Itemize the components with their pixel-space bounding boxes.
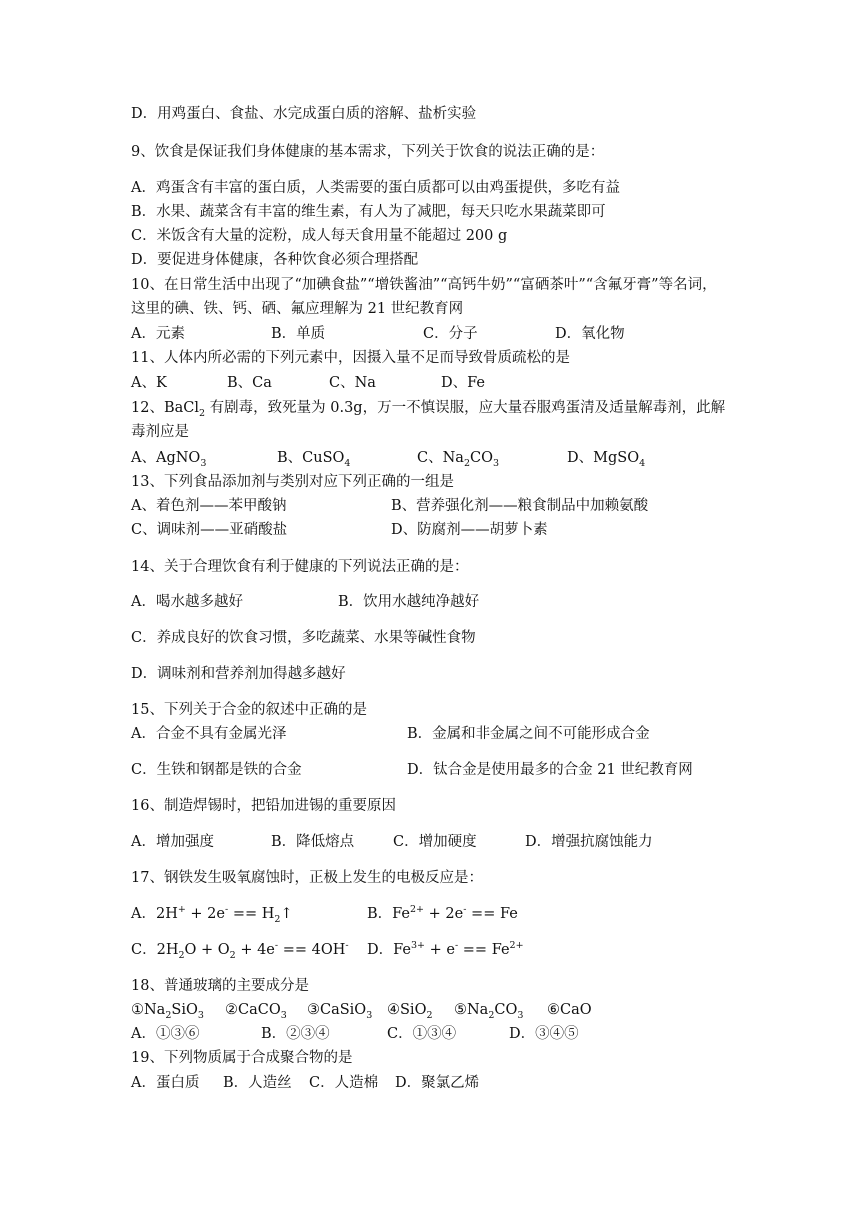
- q13-options-row2: [131, 520, 751, 540]
- q16-options: [131, 832, 751, 852]
- q17-option-a: A．$2H^+ + 2e^- == H_2↑$: [131, 904, 293, 925]
- q14-option-c: C．养成良好的饮食习惯，多吃蔬菜、水果等碱性食物: [131, 630, 476, 646]
- q12-options: [131, 448, 751, 468]
- q9-option-b: B．水果、蔬菜含有丰富的维生素，有人为了减肥，每天只吃水果蔬菜即可: [131, 204, 606, 220]
- q11-option-b: B、Ca: [227, 375, 272, 391]
- q9-stem: 9、饮食是保证我们身体健康的基本需求，下列关于饮食的说法正确的是：: [131, 144, 605, 160]
- q10-option-c: C．分子: [423, 326, 478, 342]
- q14-options-row1: [131, 592, 751, 612]
- q18-item-6: ⑥CaO: [547, 1002, 592, 1018]
- q12-option-a: A、AgNO$_3$: [131, 450, 207, 469]
- q13-option-d: D、防腐剂——胡萝卜素: [391, 522, 548, 538]
- q18-option-d: D．③④⑤: [509, 1026, 579, 1042]
- q19-stem: 19、下列物质属于合成聚合物的是: [131, 1050, 353, 1066]
- q14-option-a: A．喝水越多越好: [131, 594, 243, 610]
- q19-option-a: A．蛋白质: [131, 1075, 200, 1091]
- q10-options: [131, 324, 751, 344]
- q18-item-1: $①Na_2SiO_3$: [131, 1002, 204, 1021]
- q18-item-2: ②CaCO$_3$: [225, 1002, 287, 1021]
- q18-item-3: ③CaSiO$_3$: [307, 1002, 373, 1021]
- q12-option-d: D、MgSO$_4$: [567, 450, 646, 469]
- q13-options-row1: [131, 496, 751, 516]
- q18-option-a: A．①③⑥: [131, 1026, 200, 1042]
- q16-option-c: C．增加硬度: [393, 834, 477, 850]
- q16-option-b: B．降低熔点: [271, 834, 355, 850]
- q15-option-d: D．钛合金是使用最多的合金 21 世纪教育网: [407, 762, 693, 778]
- q11-option-d: D、Fe: [441, 375, 485, 391]
- q15-option-c: C．生铁和钢都是铁的合金: [131, 762, 302, 778]
- q15-options-row1: [131, 724, 751, 744]
- q17-option-b: B．$Fe^{2+} + 2e^- == Fe$: [367, 904, 518, 922]
- q16-option-a: A．增加强度: [131, 834, 214, 850]
- q19-option-b: B．人造丝: [223, 1075, 292, 1091]
- q10-stem-line2: 这里的碘、铁、钙、硒、氟应理解为 21 世纪教育网: [131, 301, 464, 317]
- q18-stem: 18、普通玻璃的主要成分是: [131, 978, 309, 994]
- q13-stem: 13、下列食品添加剂与类别对应下列正确的一组是: [131, 474, 454, 490]
- q9-option-a: A．鸡蛋含有丰富的蛋白质，人类需要的蛋白质都可以由鸡蛋提供，多吃有益: [131, 180, 620, 196]
- q10-option-b: B．单质: [271, 326, 326, 342]
- q19-options: [131, 1073, 751, 1093]
- q13-option-c: C、调味剂——亚硝酸盐: [131, 522, 288, 538]
- q18-options: [131, 1024, 751, 1044]
- q19-option-d: D．聚氯乙烯: [395, 1075, 480, 1091]
- q10-option-d: D．氧化物: [555, 326, 625, 342]
- q9-option-d: D．要促进身体健康，各种饮食必须合理搭配: [131, 252, 419, 268]
- q18-item-4: ④SiO$_2$: [387, 1002, 433, 1021]
- q14-option-d: D．调味剂和营养剂加得越多越好: [131, 666, 346, 682]
- q11-option-c: C、Na: [329, 375, 376, 391]
- q18-option-c: C．①③④: [387, 1026, 457, 1042]
- q12-option-c: C、$Na_2CO_3$: [417, 450, 500, 469]
- q18-items: [131, 1000, 751, 1020]
- q17-option-c: C．$2H_2O + O_2 + 4e^- == 4OH^-$: [131, 940, 349, 961]
- q15-option-a: A．合金不具有金属光泽: [131, 726, 287, 742]
- q17-option-d: D．$Fe^{3+} + e^- == Fe^{2+}$: [367, 940, 524, 958]
- q18-option-b: B．②③④: [261, 1026, 330, 1042]
- q14-option-b: B．饮用水越纯净越好: [338, 594, 480, 610]
- q10-stem-line1: 10、在日常生活中出现了“加碘食盐”“增铁酱油”“高钙牛奶”“富硒茶叶”“含氟牙膏”等名词，: [131, 277, 717, 293]
- q17-stem: 17、钢铁发生吸氧腐蚀时，正极上发生的电极反应是：: [131, 870, 483, 886]
- q16-option-d: D．增强抗腐蚀能力: [525, 834, 653, 850]
- q15-stem: 15、下列关于合金的叙述中正确的是: [131, 702, 367, 718]
- q11-options: [131, 373, 751, 393]
- q12-stem-line2: 毒剂应是: [131, 424, 189, 440]
- q12-option-b: B、CuSO$_4$: [277, 450, 351, 469]
- q12-stem-line1: 12、BaCl$_2$ 有剧毒，致死量为 0.3g，万一不慎误服，应大量吞服鸡蛋清及适量解毒剂，此解: [131, 400, 726, 419]
- q13-option-b: B、营养强化剂——粮食制品中加赖氨酸: [391, 498, 649, 514]
- q14-stem: 14、关于合理饮食有利于健康的下列说法正确的是：: [131, 559, 469, 575]
- q17-options-row1: [131, 904, 751, 924]
- q11-option-a: A、K: [131, 375, 167, 391]
- q18-item-5: $⑤Na_2CO_3$: [454, 1002, 524, 1021]
- q13-option-a: A、着色剂——苯甲酸钠: [131, 498, 287, 514]
- q15-option-b: B．金属和非金属之间不可能形成合金: [407, 726, 650, 742]
- q15-options-row2: [131, 760, 751, 780]
- q16-stem: 16、制造焊锡时，把铅加进锡的重要原因: [131, 798, 396, 814]
- q11-stem: 11、人体内所必需的下列元素中，因摄入量不足而导致骨质疏松的是: [131, 350, 570, 366]
- q10-option-a: A．元素: [131, 326, 185, 342]
- q17-options-row2: [131, 940, 751, 960]
- q9-option-c: C．米饭含有大量的淀粉，成人每天食用量不能超过 200 g: [131, 228, 508, 244]
- q19-option-c: C．人造棉: [309, 1075, 379, 1091]
- q8-option-d: D．用鸡蛋白、食盐、水完成蛋白质的溶解、盐析实验: [131, 106, 477, 122]
